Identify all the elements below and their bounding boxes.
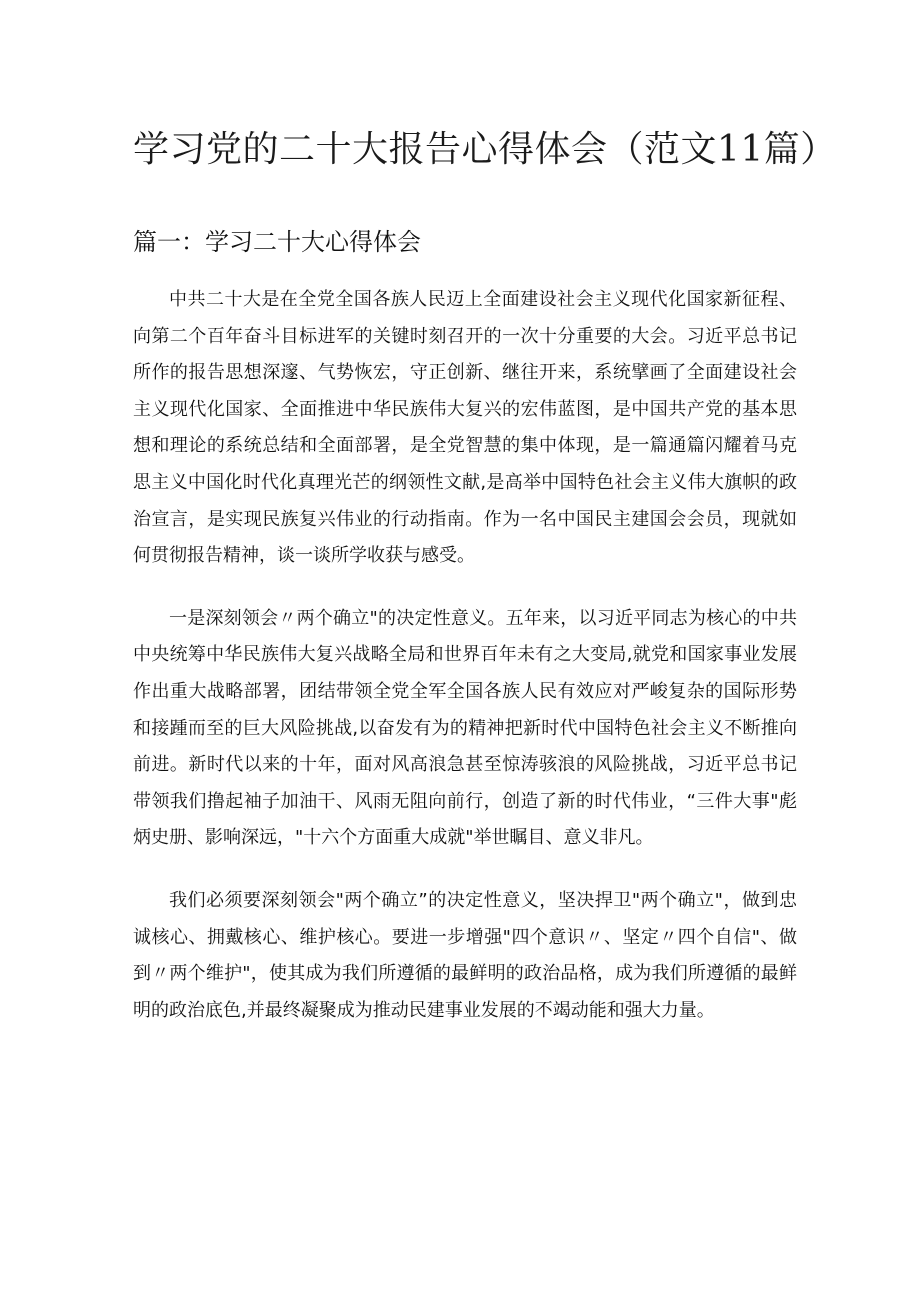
section-heading: 篇一：学习二十大心得体会 <box>133 228 421 256</box>
paragraph: 一是深刻领会〃两个确立"的决定性意义。五年来，以习近平同志为核心的中共中央统筹中华民族伟大复兴战略全局和世界百年未有之大变局,就党和国家事业发展作出重大战略部署，团结带领全党全军全国各族人民有效应对严峻复杂的国际形势和接踵而至的巨大风险挑战,以奋发有为的精神把新时代中国特色社会主义不断推向前进。新时代以来的十年，面对风高浪急甚至惊涛骇浪的风险挑战，习近平总书记带领我们撸起袖子加油干、风雨无阻向前行，创造了新的时代伟业，“三件大事"彪炳史册、影响深远，"十六个方面重大成就"举世瞩目、意义非凡。 <box>133 607 797 849</box>
paragraph: 中共二十大是在全党全国各族人民迈上全面建设社会主义现代化国家新征程、向第二个百年奋斗目标进军的关键时刻召开的一次十分重要的大会。习近平总书记所作的报告思想深邃、气势恢宏，守正创新、继往开来，系统擘画了全面建设社会主义现代化国家、全面推进中华民族伟大复兴的宏伟蓝图，是中国共产党的基本思想和理论的系统总结和全面部署，是全党智慧的集中体现，是一篇通篇闪耀着马克思主义中国化时代化真理光芒的纲领性文献,是高举中国特色社会主义伟大旗帜的政治宣言，是实现民族复兴伟业的行动指南。作为一名中国民主建国会会员，现就如何贯彻报告精神，谈一谈所学收获与感受。 <box>133 289 797 567</box>
document-body <box>133 282 797 1055</box>
paragraph: 我们必须要深刻领会"两个确立”的决定性意义，坚决捍卫"两个确立"，做到忠诚核心、拥戴核心、维护核心。要进一步增强"四个意识〃、坚定〃四个自信"、做到〃两个维护"，使其成为我们所遵循的最鲜明的政治品格，成为我们所遵循的最鲜明的政治底色,并最终凝聚成为推动民建事业发展的不竭动能和强大力量。 <box>133 889 797 1021</box>
document-title: 学习党的二十大报告心得体会（范文11篇） <box>133 129 837 170</box>
